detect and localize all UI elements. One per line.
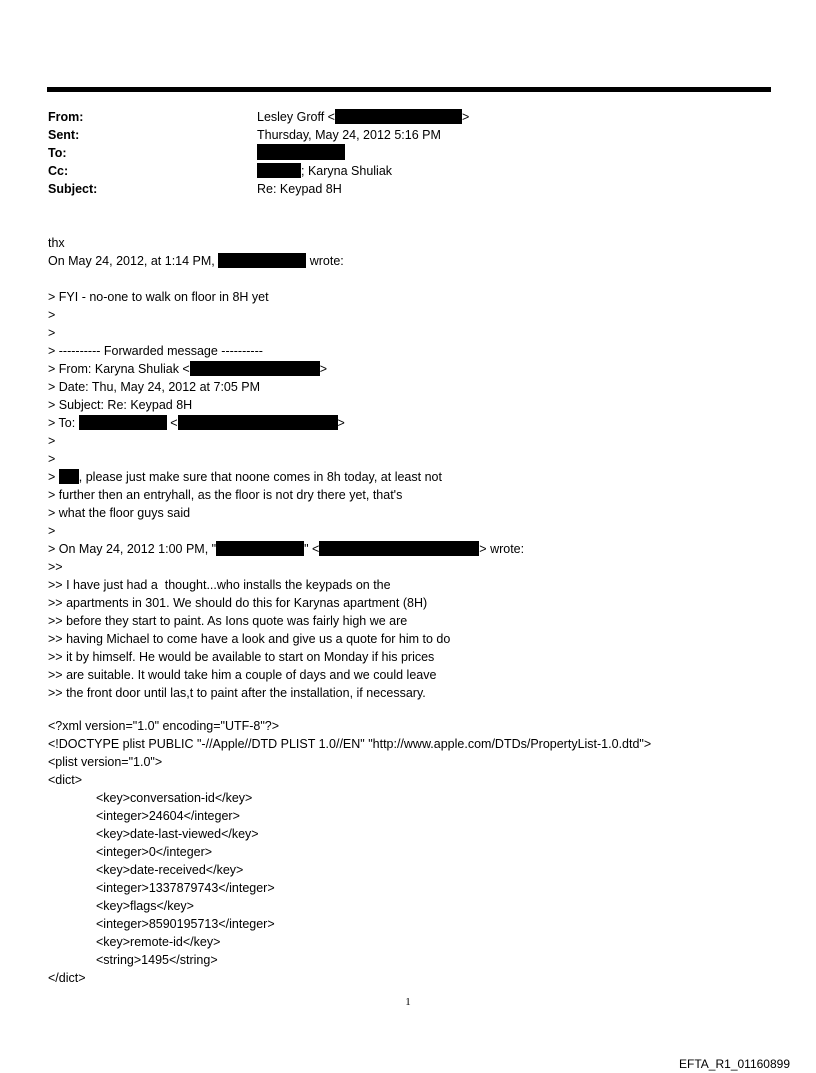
- forwarded-to: > To: < >: [48, 416, 345, 430]
- redaction-bar: [218, 253, 306, 268]
- reply-text: thx: [48, 236, 65, 250]
- quoted-line: >> the front door until las,t to paint after the installation, if necessary.: [48, 686, 426, 700]
- xml-line: <key>conversation-id</key>: [96, 791, 253, 805]
- xml-line: <integer>24604</integer>: [96, 809, 240, 823]
- forwarded-date: > Date: Thu, May 24, 2012 at 7:05 PM: [48, 380, 261, 394]
- quoted-line: >> having Michael to come have a look and give us a quote for him to do: [48, 632, 451, 646]
- from-label: From:: [48, 110, 84, 124]
- subject-value: Re: Keypad 8H: [257, 182, 342, 196]
- document-id: EFTA_R1_01160899: [679, 1057, 790, 1071]
- to-value: [257, 144, 345, 162]
- cc-value: ; Karyna Shuliak: [257, 162, 392, 180]
- forwarded-subject: > Subject: Re: Keypad 8H: [48, 398, 193, 412]
- from-value: Lesley Groff < >: [257, 110, 470, 124]
- sent-label: Sent:: [48, 128, 80, 142]
- to-label: To:: [48, 146, 67, 160]
- subject-label: Subject:: [48, 182, 98, 196]
- quoted-line: >: [48, 308, 56, 322]
- quoted-line: > further then an entryhall, as the floor is not dry there yet, that's: [48, 488, 403, 502]
- quoted-line: >> apartments in 301. We should do this for Karynas apartment (8H): [48, 596, 428, 610]
- quoted-line: >>: [48, 560, 63, 574]
- quoted-line: >: [48, 434, 56, 448]
- quoted-line: > FYI - no-one to walk on floor in 8H yet: [48, 290, 269, 304]
- quoted-line: >: [48, 326, 56, 340]
- quoted-line: >: [48, 524, 56, 538]
- redaction-bar: [190, 361, 320, 376]
- cc-label: Cc:: [48, 164, 69, 178]
- xml-line: <integer>8590195713</integer>: [96, 917, 275, 931]
- xml-line: <key>flags</key>: [96, 899, 194, 913]
- sent-value: Thursday, May 24, 2012 5:16 PM: [257, 128, 441, 142]
- plist-metadata: [48, 717, 768, 987]
- xml-line: <key>remote-id</key>: [96, 935, 221, 949]
- xml-line: <integer>0</integer>: [96, 845, 213, 859]
- xml-line: <key>date-last-viewed</key>: [96, 827, 259, 841]
- quoted-line: >> it by himself. He would be available to start on Monday if his prices: [48, 650, 435, 664]
- xml-line: <?xml version="1.0" encoding="UTF-8"?>: [48, 719, 280, 733]
- header-rule: [47, 87, 771, 92]
- redaction-bar: [79, 415, 167, 430]
- redaction-bar: [257, 163, 301, 178]
- redaction-bar: [59, 469, 79, 484]
- redaction-bar: [216, 541, 304, 556]
- forwarded-from: > From: Karyna Shuliak < >: [48, 362, 328, 376]
- xml-line: <plist version="1.0">: [48, 755, 163, 769]
- redaction-bar: [335, 109, 462, 124]
- redaction-bar: [319, 541, 479, 556]
- quote-attribution: On May 24, 2012, at 1:14 PM, wrote:: [48, 254, 344, 268]
- quoted-line: >> are suitable. It would take him a couple of days and we could leave: [48, 668, 437, 682]
- forwarded-separator: > ---------- Forwarded message ----------: [48, 344, 263, 358]
- page-number: 1: [405, 996, 411, 1008]
- quoted-line: >: [48, 452, 56, 466]
- quoted-line: >> before they start to paint. As Ions quote was fairly high we are: [48, 614, 408, 628]
- xml-line: </dict>: [48, 971, 86, 985]
- quote-attribution: > On May 24, 2012 1:00 PM, " " < > wrote:: [48, 542, 525, 556]
- email-body: [48, 234, 788, 702]
- xml-line: <key>date-received</key>: [96, 863, 244, 877]
- quoted-line: > what the floor guys said: [48, 506, 191, 520]
- xml-line: <integer>1337879743</integer>: [96, 881, 275, 895]
- xml-line: <dict>: [48, 773, 83, 787]
- xml-line: <!DOCTYPE plist PUBLIC "-//Apple//DTD PLIST 1.0//EN" "http://www.apple.com/DTDs/PropertyList-1.0.dtd">: [48, 737, 652, 751]
- xml-line: <string>1495</string>: [96, 953, 218, 967]
- quoted-line: > , please just make sure that noone comes in 8h today, at least not: [48, 470, 442, 484]
- redaction-bar: [178, 415, 338, 430]
- quoted-line: >> I have just had a thought...who installs the keypads on the: [48, 578, 391, 592]
- redaction-bar: [257, 144, 345, 160]
